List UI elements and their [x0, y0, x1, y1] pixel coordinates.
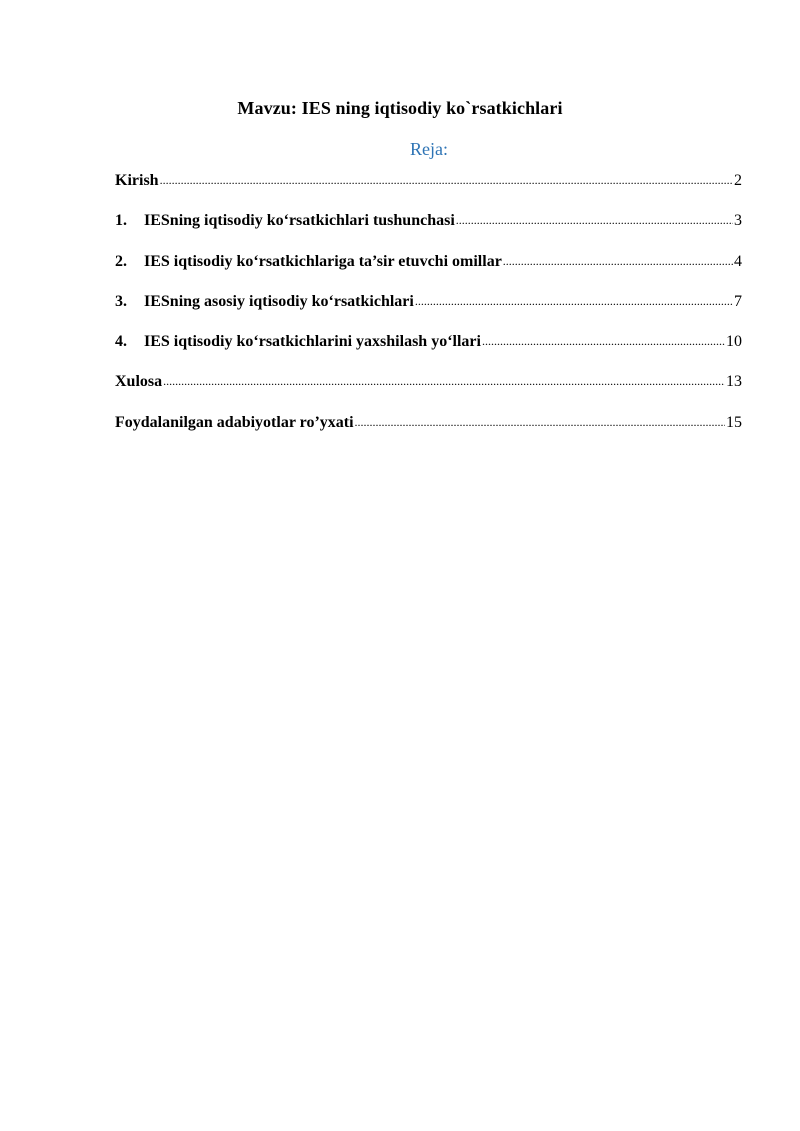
toc-page-number: 10 [726, 333, 742, 351]
table-of-contents [115, 170, 742, 452]
toc-entry-kirish[interactable] [115, 170, 742, 210]
toc-entry-label: IES iqtisodiy ko‘rsatkichlariga ta’sir etuvchi omillar [144, 252, 502, 270]
toc-dot-leader [415, 290, 733, 312]
toc-entry-number: 1. [115, 212, 127, 230]
toc-dot-leader [482, 330, 725, 352]
toc-entry-3[interactable] [115, 291, 742, 331]
toc-entry-4[interactable] [115, 331, 742, 371]
toc-entry-number: 3. [115, 292, 127, 310]
toc-page-number: 2 [734, 172, 742, 189]
toc-entry-2[interactable] [115, 251, 742, 291]
toc-entry-label: Kirish [115, 172, 159, 189]
toc-entry-number: 2. [115, 252, 127, 270]
toc-dot-leader [456, 209, 733, 231]
toc-dot-leader [160, 169, 733, 191]
toc-dot-leader [503, 250, 733, 272]
plan-heading: Reja: [410, 139, 448, 159]
toc-entry-references[interactable] [115, 412, 742, 452]
toc-entry-number: 4. [115, 333, 127, 351]
toc-entry-1[interactable] [115, 210, 742, 250]
toc-entry-label: Xulosa [115, 373, 163, 391]
toc-entry-label: IES iqtisodiy ko‘rsatkichlarini yaxshilash yo‘llari [144, 333, 481, 351]
toc-page-number: 13 [726, 373, 742, 391]
toc-dot-leader [163, 370, 725, 392]
toc-page-number: 7 [734, 292, 742, 310]
toc-page-number: 4 [734, 252, 742, 270]
document-title: Mavzu: IES ning iqtisodiy ko`rsatkichlari [237, 98, 563, 118]
toc-entry-label: Foydalanilgan adabiyotlar ro’yxati [115, 413, 354, 431]
toc-page-number: 15 [726, 413, 742, 431]
toc-entry-xulosa[interactable] [115, 371, 742, 411]
toc-page-number: 3 [734, 212, 742, 230]
toc-dot-leader [355, 411, 725, 433]
toc-entry-label: IESning asosiy iqtisodiy ko‘rsatkichlari [144, 292, 414, 310]
toc-entry-label: IESning iqtisodiy ko‘rsatkichlari tushunchasi [144, 212, 455, 230]
